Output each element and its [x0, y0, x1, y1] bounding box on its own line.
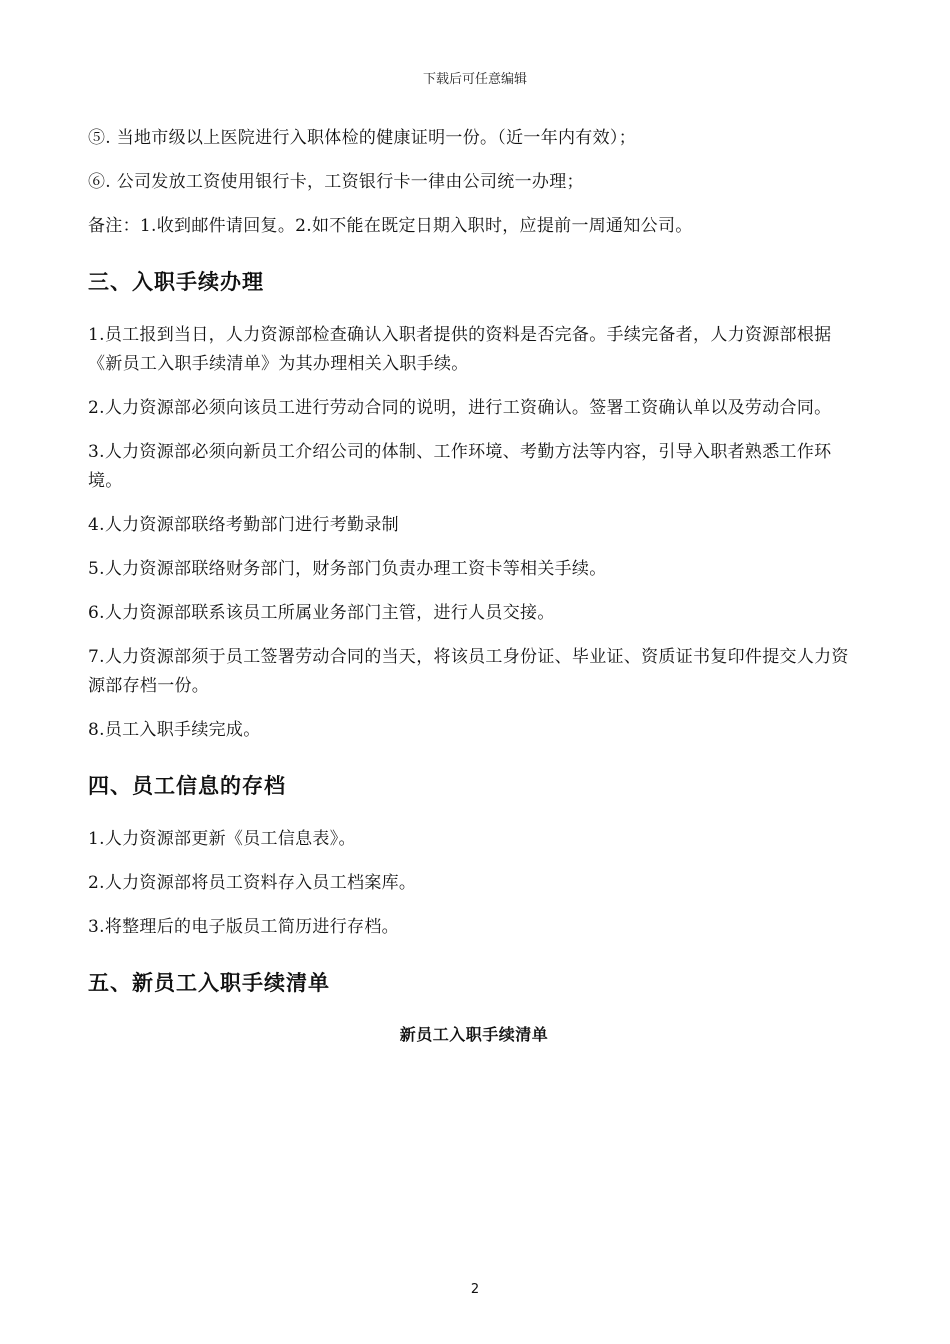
procedure-item: 5.人力资源部联络财务部门，财务部门负责办理工资卡等相关手续。: [88, 559, 607, 579]
procedure-item: 2.人力资源部必须向该员工进行劳动合同的说明，进行工资确认。签署工资确认单以及劳动合同。: [88, 398, 832, 418]
section-title-employee-records: 四、员工信息的存档: [88, 774, 286, 798]
section-title-onboarding-procedures: 三、入职手续办理: [88, 270, 264, 294]
procedure-item: 8.员工入职手续完成。: [88, 720, 261, 740]
procedure-item: 4.人力资源部联络考勤部门进行考勤录制: [88, 515, 399, 535]
intro-remark: 备注：1.收到邮件请回复。2.如不能在既定日期入职时，应提前一周通知公司。: [88, 216, 693, 236]
intro-item-6: ⑥. 公司发放工资使用银行卡，工资银行卡一律由公司统一办理；: [88, 172, 584, 192]
procedure-item: 3.人力资源部必须向新员工介绍公司的体制、工作环境、考勤方法等内容，引导入职者熟悉工作环境。: [88, 442, 832, 491]
procedure-item: 7.人力资源部须于员工签署劳动合同的当天，将该员工身份证、毕业证、资质证书复印件提交人力资源部存档一份。: [88, 647, 849, 696]
intro-item-5: ⑤. 当地市级以上医院进行入职体检的健康证明一份。（近一年内有效）；: [88, 128, 637, 148]
section-title-onboarding-checklist: 五、新员工入职手续清单: [88, 971, 330, 995]
archive-item: 3.将整理后的电子版员工简历进行存档。: [88, 917, 399, 937]
procedure-item: 1.员工报到当日，人力资源部检查确认入职者提供的资料是否完备。手续完备者，人力资源部根据《新员工入职手续清单》为其办理相关入职手续。: [88, 325, 832, 374]
document-body: [88, 124, 860, 1045]
page-header-note: 下载后可任意编辑: [422, 72, 527, 87]
archive-item: 1.人力资源部更新《员工信息表》。: [88, 829, 356, 849]
archive-item: 2.人力资源部将员工资料存入员工档案库。: [88, 873, 417, 893]
page-number: 2: [470, 1282, 480, 1297]
checklist-table-title: 新员工入职手续清单: [399, 1025, 549, 1044]
procedure-item: 6.人力资源部联系该员工所属业务部门主管，进行人员交接。: [88, 603, 555, 623]
